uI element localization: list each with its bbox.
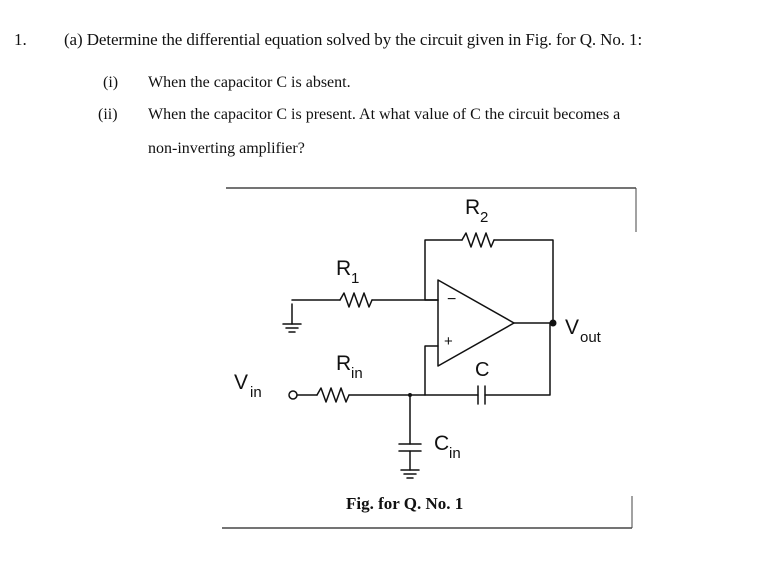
output-node-dot [550, 320, 557, 327]
opamp-minus: − [447, 291, 457, 308]
part-i-text: When the capacitor C is absent. [148, 74, 351, 91]
vin-terminal [289, 391, 297, 399]
question-number: 1. [14, 30, 27, 49]
cin-label: C [434, 432, 450, 455]
part-ii-text: When the capacitor C is present. At what value of C the circuit becomes a [148, 106, 621, 123]
r1-sub: 1 [351, 270, 360, 287]
vin-sub: in [250, 384, 262, 401]
rin-sub: in [351, 365, 363, 382]
part-ii-continuation: non-inverting amplifier? [148, 140, 305, 157]
rin-label: R [336, 352, 352, 375]
opamp-plus: + [444, 333, 453, 350]
vout-sub: out [580, 329, 601, 346]
part-i-label: (i) [103, 74, 119, 91]
r2-resistor [462, 233, 494, 247]
r2-sub: 2 [480, 209, 489, 226]
feedback-wire-right [494, 240, 553, 323]
r1-label: R [336, 257, 352, 280]
vout-label: V [565, 316, 580, 339]
r2-label: R [465, 196, 481, 219]
cin-junction-dot [408, 393, 412, 397]
question-heading: (a) Determine the differential equation solved by the circuit given in Fig. for Q. No. 1: [64, 30, 643, 49]
c-label: C [475, 359, 490, 381]
rin-resistor [317, 388, 349, 402]
cin-sub: in [449, 445, 461, 462]
figure-caption: Fig. for Q. No. 1 [346, 494, 464, 513]
noninv-input-wire [425, 346, 438, 395]
vin-label: V [234, 371, 249, 394]
part-ii-label: (ii) [98, 106, 118, 123]
r1-resistor [340, 293, 372, 307]
